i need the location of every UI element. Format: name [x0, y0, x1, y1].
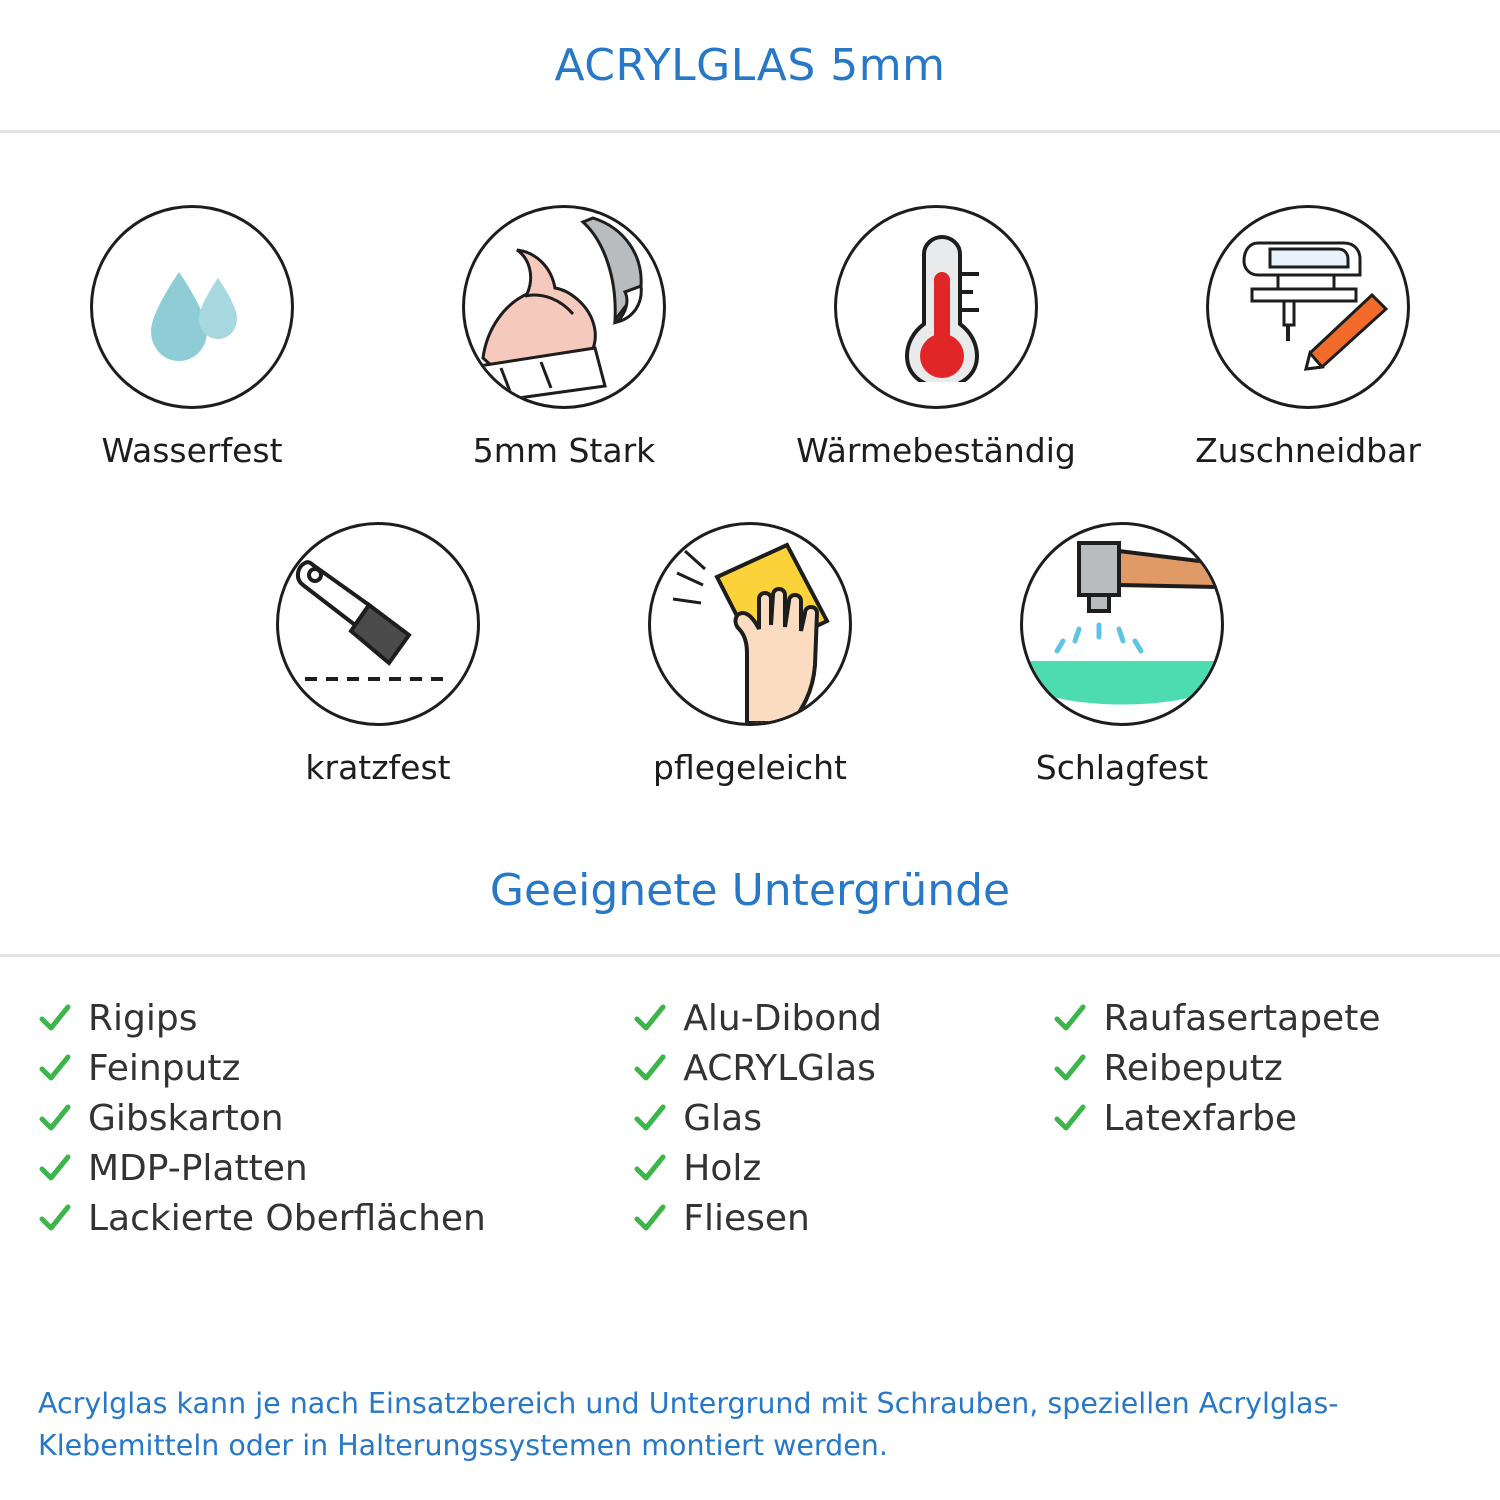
feature-label: kratzfest: [305, 748, 451, 787]
flexing-arm-icon: [465, 208, 663, 406]
list-item: [633, 1147, 1053, 1191]
list-item: [38, 1197, 633, 1241]
feature-icon-circle: [276, 522, 480, 726]
check-icon: [38, 1152, 72, 1186]
list-item: [1053, 997, 1462, 1041]
check-icon: [38, 1052, 72, 1086]
list-item-label: Raufasertapete: [1103, 998, 1381, 1039]
knife-scratch-icon: [293, 539, 463, 709]
feature-label: Wärmebeständig: [796, 431, 1076, 470]
substrates-list: [0, 997, 1500, 1241]
list-item: [1053, 1097, 1462, 1141]
list-item: [633, 1047, 1053, 1091]
list-item: [633, 1097, 1053, 1141]
feature-waermebestaendig: [791, 205, 1081, 470]
feature-icon-circle: [648, 522, 852, 726]
water-drops-icon: [117, 232, 267, 382]
check-icon: [633, 1102, 667, 1136]
check-icon: [38, 1002, 72, 1036]
feature-wasserfest: [47, 205, 337, 470]
list-item-label: Latexfarbe: [1103, 1097, 1298, 1139]
feature-label: Schlagfest: [1035, 748, 1209, 787]
hand-cleaning-cloth-icon: [651, 525, 849, 723]
feature-row-2: [0, 522, 1500, 787]
list-item-label: Rigips: [88, 998, 198, 1039]
list-item: [38, 1147, 633, 1191]
feature-5mm-stark: [419, 205, 709, 470]
list-item: [633, 997, 1053, 1041]
feature-label: Zuschneidbar: [1195, 431, 1421, 470]
list-item-label: MDP-Platten: [88, 1147, 308, 1189]
check-icon: [1053, 1052, 1087, 1086]
check-icon: [633, 1002, 667, 1036]
hammer-impact-icon: [1023, 525, 1221, 723]
feature-icon-circle: [1020, 522, 1224, 726]
list-item-label: Feinputz: [88, 1047, 241, 1089]
check-icon: [633, 1052, 667, 1086]
substrates-divider: [0, 954, 1500, 957]
feature-label: pflegeleicht: [653, 748, 847, 787]
list-item-label: ACRYLGlas: [683, 1047, 876, 1089]
footer-note: Acrylglas kann je nach Einsatzbereich und Untergrund mit Schrauben, speziellen Acrylglas-Klebemitteln oder in Halterungssystemen montiert werden.: [38, 1387, 1339, 1462]
feature-icon-circle: [834, 205, 1038, 409]
substrates-column-1: [38, 997, 633, 1241]
list-item-label: Gibskarton: [88, 1097, 284, 1139]
list-item: [633, 1197, 1053, 1241]
feature-label: Wasserfest: [101, 431, 283, 470]
feature-zuschneidbar: [1163, 205, 1453, 470]
thermometer-icon: [861, 232, 1011, 382]
substrates-heading-block: [0, 865, 1500, 916]
list-item: [38, 1097, 633, 1141]
page-title: ACRYLGLAS 5mm: [554, 39, 946, 91]
check-icon: [38, 1102, 72, 1136]
feature-kratzfest: [233, 522, 523, 787]
check-icon: [1053, 1102, 1087, 1136]
feature-icon-circle: [1206, 205, 1410, 409]
feature-grid: [0, 133, 1500, 787]
list-item-label: Fliesen: [683, 1197, 810, 1239]
list-item-label: Lackierte Oberflächen: [88, 1197, 486, 1239]
feature-pflegeleicht: [605, 522, 895, 787]
list-item-label: Reibeputz: [1103, 1047, 1283, 1089]
check-icon: [633, 1202, 667, 1236]
list-item: [38, 997, 633, 1041]
check-icon: [633, 1152, 667, 1186]
substrates-heading: Geeignete Untergründe: [489, 865, 1011, 916]
feature-row-1: [0, 205, 1500, 470]
check-icon: [1053, 1002, 1087, 1036]
header: [0, 0, 1500, 130]
feature-schlagfest: [977, 522, 1267, 787]
feature-icon-circle: [462, 205, 666, 409]
list-item: [1053, 1047, 1462, 1091]
list-item-label: Alu-Dibond: [683, 998, 882, 1039]
feature-icon-circle: [90, 205, 294, 409]
substrates-column-3: [1053, 997, 1462, 1141]
jigsaw-cutter-icon: [1218, 217, 1398, 397]
list-item-label: Glas: [683, 1097, 762, 1139]
feature-label: 5mm Stark: [472, 431, 656, 470]
check-icon: [38, 1202, 72, 1236]
list-item: [38, 1047, 633, 1091]
substrates-column-2: [633, 997, 1053, 1241]
list-item-label: Holz: [683, 1147, 762, 1189]
